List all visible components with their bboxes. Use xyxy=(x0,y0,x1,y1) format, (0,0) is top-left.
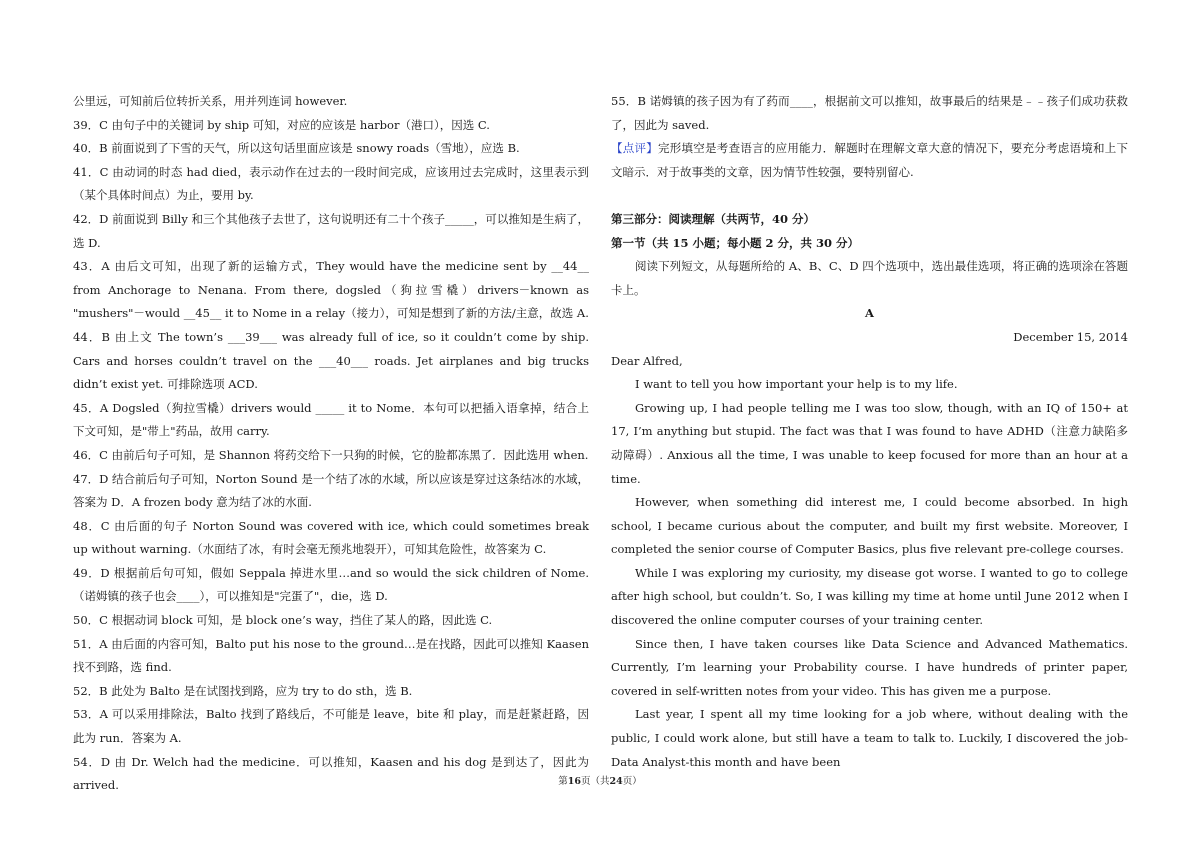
answer-47: 47．D 结合前后句子可知，Norton Sound 是一个结了冰的水域，所以应该是穿过这条结冰的水域，答案为 D．A frozen body 意为结了冰的水面. xyxy=(73,471,589,510)
comment-tag: 【点评】 xyxy=(611,141,659,156)
answer-42: 42．D 前面说到 Billy 和三个其他孩子去世了，这句说明还有二十个孩子_____，可以推知是生病了，选 D. xyxy=(73,211,589,250)
answer-note: 公里远，可知前后位转折关系，用并列连词 however. xyxy=(73,94,348,108)
answer-40: 40．B 前面说到了下雪的天气，所以这句话里面应该是 snowy roads（雪地），应选 B. xyxy=(73,141,520,156)
letter-paragraph: I want to tell you how important your help is to my life. xyxy=(635,377,958,392)
answer-44: 44．B 由上文 The town’s ___39___ was already full of ice, so it couldn’t come by ship. Cars and horses couldn’t travel on the ___40___ roads. Jet airplanes and big trucks didn’t exist yet. 可排除选项 ACD. xyxy=(73,329,589,392)
spacer xyxy=(611,184,1128,208)
comment-text: 完形填空是考查语言的应用能力．解题时在理解文章大意的情况下，要充分考虑语境和上下文暗示．对于故事类的文章，因为情节性较强，要特别留心. xyxy=(611,141,1129,179)
right-column xyxy=(611,90,1128,774)
answer-51: 51．A 由后面的内容可知，Balto put his nose to the ground…是在找路，因此可以推知 Kaasen 找不到路，选 find. xyxy=(73,636,589,675)
letter-paragraph: However, when something did interest me, I could become absorbed. In high school, I became curious about the computer, and built my first website. Moreover, I completed the senior course of Computer Basics, plus five relevant pre-college courses. xyxy=(611,495,1128,557)
page-number: 16 xyxy=(567,776,581,787)
letter-greeting: Dear Alfred, xyxy=(611,353,683,368)
footer-suffix: 页） xyxy=(622,776,642,787)
comment xyxy=(611,137,1128,184)
answer-52: 52．B 此处为 Balto 是在试图找到路，应为 try to do sth，选 B. xyxy=(73,683,413,698)
section-title: 第一节（共 15 小题；每小题 2 分，共 30 分） xyxy=(611,235,860,250)
answer-55: 55．B 诺姆镇的孩子因为有了药而____，根据前文可以推知，故事最后的结果是﹣﹣孩子们成功获救了，因此为 saved. xyxy=(611,94,1128,132)
letter-date: December 15, 2014 xyxy=(1013,329,1128,344)
total-pages: 24 xyxy=(609,776,623,787)
answer-54: 54．D 由 Dr. Welch had the medicine．可以推知，Kaasen and his dog 是到达了，因此为 arrived. xyxy=(73,754,589,793)
part-title: 第三部分：阅读理解（共两节，40 分） xyxy=(611,211,816,226)
page-footer xyxy=(0,773,1200,787)
answer-46: 46．C 由前后句子可知，是 Shannon 将药交给下一只狗的时候，它的脸都冻黑了．因此选用 when. xyxy=(73,447,589,462)
answer-49: 49．D 根据前后句可知，假如 Seppala 掉进水里…and so would the sick children of Nome.（诺姆镇的孩子也会____），可以推知是"完蛋了"，die，选 D. xyxy=(73,565,589,604)
answer-50: 50．C 根据动词 block 可知，是 block one’s way，挡住了某人的路，因此选 C. xyxy=(73,613,493,628)
passage-label: A xyxy=(865,306,874,321)
letter-paragraph: Since then, I have taken courses like Data Science and Advanced Mathematics. Currently, I’m learning your Probability course. I have hundreds of printer paper, covered in self-written notes from your video. This has given me a purpose. xyxy=(611,636,1128,698)
answer-39: 39．C 由句子中的关键词 by ship 可知，对应的应该是 harbor（港口），因选 C. xyxy=(73,117,490,132)
letter-paragraph: While I was exploring my curiosity, my disease got worse. I wanted to go to college after high school, but couldn’t. So, I was killing my time at home until June 2012 when I discovered the online computer courses of your training center. xyxy=(611,565,1128,628)
answer-48: 48．C 由后面的句子 Norton Sound was covered with ice, which could sometimes break up without warning.（水面结了冰，有时会毫无预兆地裂开），可知其危险性，故答案为 C. xyxy=(73,518,589,557)
footer-prefix: 第 xyxy=(558,776,568,787)
answer-45: 45．A Dogsled（狗拉雪橇）drivers would _____ it to Nome．本句可以把插入语拿掉，结合上下文可知，是"带上"药品，故用 carry. xyxy=(73,400,589,439)
answer-43: 43．A 由后文可知，出现了新的运输方式，They would have the medicine sent by __44__ from Anchorage to Nenana. From there, dogsled（狗拉雪橇）drivers－known as "mushers"－would __45__ it to Nome in a relay（接力），可知是想到了新的方法/主意，故选 A. xyxy=(73,259,589,321)
answer-53: 53．A 可以采用排除法，Balto 找到了路线后，不可能是 leave，bite 和 play，而是赶紧赶路，因此为 run．答案为 A. xyxy=(73,707,589,746)
footer-middle: 页（共 xyxy=(580,776,610,787)
answer-41: 41．C 由动词的时态 had died，表示动作在过去的一段时间完成，应该用过去完成时，这里表示到（某个具体时间点）为止，要用 by. xyxy=(73,164,589,203)
letter-paragraph: Growing up, I had people telling me I was too slow, though, with an IQ of 150+ at 17, I’m anything but stupid. The fact was that I was found to have ADHD（注意力缺陷多动障碍）. Anxious all the time, I was unable to keep focused for more than an hour at a time. xyxy=(611,400,1128,486)
letter-paragraph: Last year, I spent all my time looking for a job where, without dealing with the public, I could work alone, but still have a team to talk to. Luckily, I discovered the job-Data Analyst-this month and have been xyxy=(611,707,1128,769)
instruction: 阅读下列短文，从每题所给的 A、B、C、D 四个选项中，选出最佳选项，将正确的选项涂在答题卡上。 xyxy=(611,259,1128,297)
left-column xyxy=(73,90,589,798)
